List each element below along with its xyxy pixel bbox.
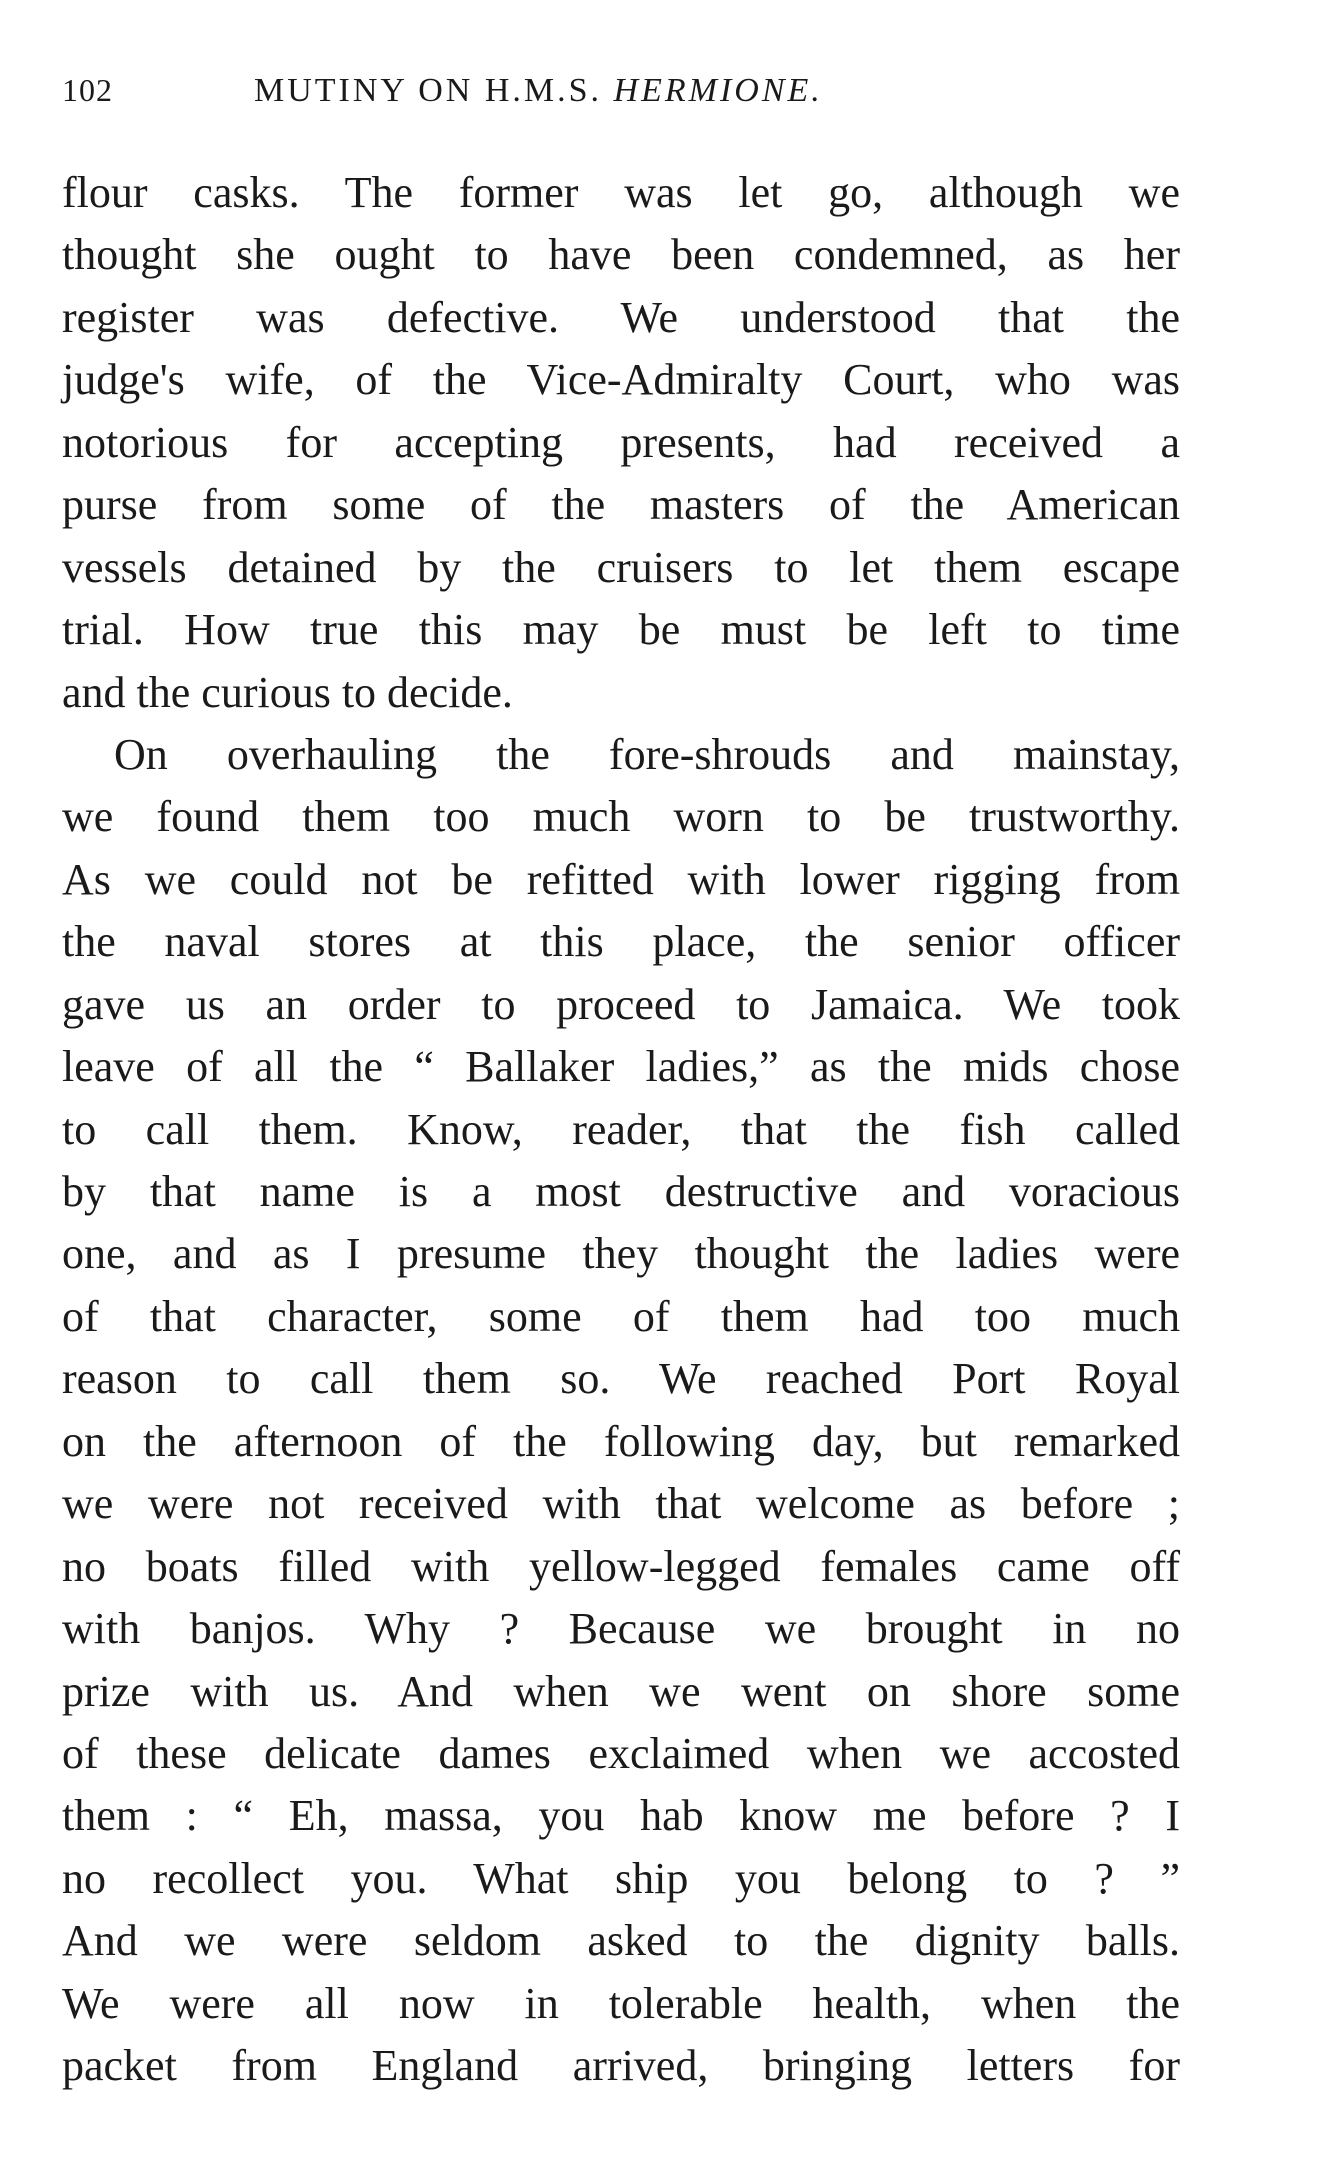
paragraph	[62, 724, 1180, 2098]
text-line: we were not received with that welcome as before ;	[62, 1479, 1180, 1529]
text-line: leave of all the “ Ballaker ladies,” as the mids chose	[62, 1042, 1180, 1092]
text-line: flour casks. The former was let go, although we	[62, 168, 1180, 217]
text-line: trial. How true this may be must be left to time	[62, 605, 1180, 655]
text-line: On overhauling the fore-shrouds and mainstay,	[114, 729, 1180, 779]
text-line: And we were seldom asked to the dignity balls.	[62, 1916, 1180, 1966]
text-line: with banjos. Why ? Because we brought in no	[62, 1604, 1180, 1654]
text-line: judge's wife, of the Vice-Admiralty Court, who was	[62, 355, 1180, 405]
paragraph	[62, 162, 1180, 724]
text-line: reason to call them so. We reached Port Royal	[62, 1354, 1180, 1404]
text-line: one, and as I presume they thought the ladies were	[62, 1229, 1180, 1279]
text-line: no recollect you. What ship you belong to ? ”	[62, 1853, 1180, 1903]
text-line: of that character, some of them had too much	[62, 1291, 1180, 1341]
text-line: purse from some of the masters of the American	[62, 480, 1180, 530]
running-title	[254, 72, 823, 110]
running-head	[62, 72, 1182, 122]
text-line: and the curious to decide.	[62, 667, 513, 717]
text-line: by that name is a most destructive and voracious	[62, 1167, 1180, 1216]
text-line: thought she ought to have been condemned, as her	[62, 230, 1180, 280]
text-line: them : “ Eh, massa, you hab know me before ? I	[62, 1791, 1180, 1841]
text-line: As we could not be refitted with lower rigging from	[62, 854, 1180, 904]
text-line: we found them too much worn to be trustworthy.	[62, 792, 1180, 842]
text-line: no boats filled with yellow-legged females came off	[62, 1541, 1180, 1591]
text-line: gave us an order to proceed to Jamaica. We took	[62, 979, 1180, 1029]
text-line: to call them. Know, reader, that the fish called	[62, 1104, 1180, 1154]
text-line: register was defective. We understood that the	[62, 292, 1180, 342]
text-line: We were all now in tolerable health, when the	[62, 1978, 1180, 2028]
running-title-prefix: MUTINY ON H.M.S.	[254, 72, 614, 109]
text-line: of these delicate dames exclaimed when we accosted	[62, 1728, 1180, 1778]
body-text	[62, 162, 1180, 2098]
text-line: notorious for accepting presents, had received a	[62, 417, 1180, 467]
text-line: packet from England arrived, bringing letters for	[62, 2041, 1180, 2091]
text-line: the naval stores at this place, the senior officer	[62, 917, 1180, 967]
running-title-ship: HERMIONE.	[613, 72, 823, 109]
text-line: vessels detained by the cruisers to let them escape	[62, 542, 1180, 592]
text-line: prize with us. And when we went on shore some	[62, 1666, 1180, 1716]
page-number: 102	[62, 72, 113, 108]
text-line: on the afternoon of the following day, but remarked	[62, 1416, 1180, 1466]
